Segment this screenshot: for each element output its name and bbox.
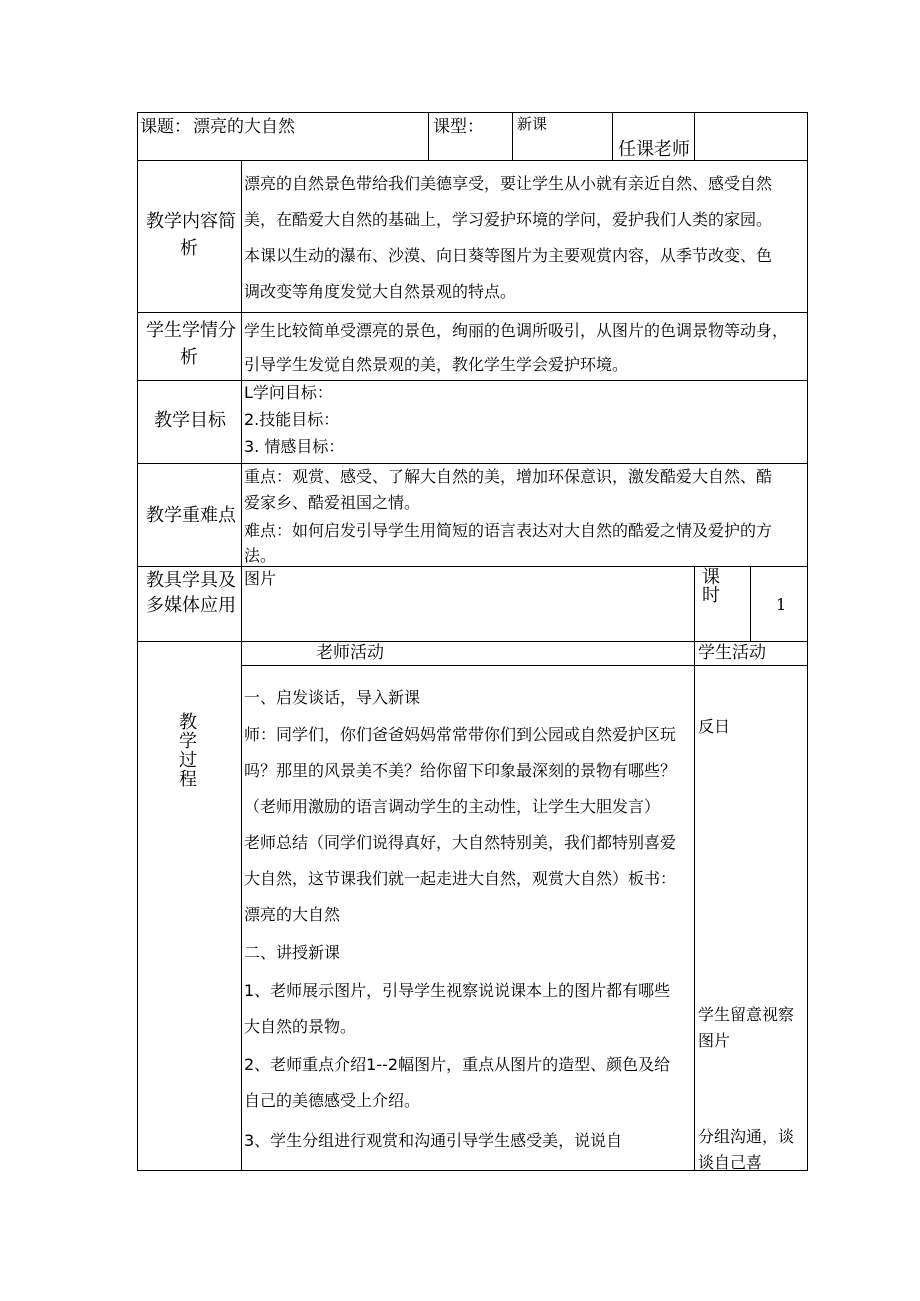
process-label-char: 教	[179, 712, 197, 733]
content-analysis-label-2: 析	[180, 238, 198, 259]
key-points-line: 重点：观赏、感受、了解大自然的美，增加环保意识，激发酷爱大自然、酷	[244, 467, 773, 486]
student-activity-line: 图片	[698, 1031, 731, 1050]
hours-label-1: 课	[702, 567, 720, 588]
teacher-activity-line: 漂亮的大自然	[244, 905, 341, 924]
key-points-line: 爱家乡、酷爱祖国之情。	[244, 493, 421, 512]
student-activity-header: 学生活动	[698, 643, 766, 663]
content-analysis-line: 本课以生动的瀑布、沙漠、向日葵等图片为主要观赏内容，从季节改变、色	[244, 246, 773, 265]
hours-value: 1	[776, 595, 787, 614]
materials-label-2: 多媒体应用	[146, 595, 236, 616]
objective-line: 2.技能目标：	[244, 410, 340, 429]
student-activity-line: 谈自己喜	[698, 1153, 763, 1172]
objectives-label: 教学目标	[154, 410, 226, 431]
teacher-activity-line: 1、老师展示图片，引导学生视察说说课本上的图片都有哪些	[244, 981, 671, 1000]
type-value: 新课	[517, 115, 548, 133]
teacher-activity-line: 自己的美德感受上介绍。	[244, 1091, 421, 1110]
student-analysis-label-1: 学生学情分	[146, 320, 236, 341]
process-label-char: 过	[179, 750, 197, 771]
teacher-activity-line: 大自然的景物。	[244, 1017, 357, 1036]
student-activity-line: 分组沟通，谈	[698, 1127, 795, 1146]
topic-label: 课题：	[140, 117, 191, 137]
content-analysis-line: 漂亮的自然景色带给我们美德享受，要让学生从小就有亲近自然、感受自然	[244, 174, 773, 193]
key-points-line: 法。	[244, 546, 277, 565]
teacher-activity-line: 老师总结（同学们说得真好，大自然特别美，我们都特别喜爱	[244, 833, 677, 852]
process-label-char: 程	[179, 769, 197, 790]
content-analysis-line: 美，在酷爱大自然的基础上，学习爱护环境的学问，爱护我们人类的家园。	[244, 210, 773, 229]
topic-value: 漂亮的大自然	[193, 117, 295, 137]
student-analysis-line: 学生比较简单受漂亮的景色，绚丽的色调所吸引，从图片的色调景物等动身，	[244, 321, 789, 340]
teacher-activity-line: 3、学生分组进行观赏和沟通引导学生感受美，说说自	[244, 1131, 623, 1150]
teacher-activity-line: 一、启发谈话，导入新课	[244, 688, 421, 707]
teacher-activity-line: 吗？那里的风景美不美？给你留下印象最深刻的景物有哪些？	[244, 761, 677, 780]
teacher-label: 任课老师	[618, 139, 690, 160]
content-analysis-label-1: 教学内容简	[146, 211, 236, 232]
student-analysis-line: 引导学生发觉自然景观的美，教化学生学会爱护环境。	[244, 355, 629, 374]
teacher-activity-line: 大自然，这节课我们就一起走进大自然，观赏大自然）板书：	[244, 869, 677, 888]
process-label-char: 学	[179, 731, 197, 752]
hours-label-2: 时	[702, 585, 720, 606]
content-analysis-line: 调改变等角度发觉大自然景观的特点。	[244, 282, 517, 301]
key-points-label: 教学重难点	[146, 505, 236, 526]
student-activity-line: 反日	[698, 717, 731, 736]
teacher-activity-line: 2、老师重点介绍1--2幅图片，重点从图片的造型、颜色及给	[244, 1055, 671, 1074]
objective-line: L学问目标：	[244, 383, 333, 402]
teacher-activity-line: 二、讲授新课	[244, 943, 341, 962]
student-analysis-label-2: 析	[180, 347, 198, 368]
materials-label-1: 教具学具及	[146, 570, 236, 591]
key-points-line: 难点：如何启发引导学生用简短的语言表达对大自然的酷爱之情及爱护的方	[244, 521, 773, 540]
teacher-activity-header: 老师活动	[316, 643, 384, 663]
student-activity-line: 学生留意视察	[698, 1005, 795, 1024]
materials-value: 图片	[244, 569, 277, 588]
teacher-activity-line: （老师用激励的语言调动学生的主动性，让学生大胆发言）	[244, 797, 661, 816]
type-label: 课型：	[433, 117, 484, 137]
objective-line: 3. 情感目标：	[244, 437, 345, 456]
teacher-activity-line: 师：同学们，你们爸爸妈妈常常带你们到公园或自然爱护区玩	[244, 725, 677, 744]
